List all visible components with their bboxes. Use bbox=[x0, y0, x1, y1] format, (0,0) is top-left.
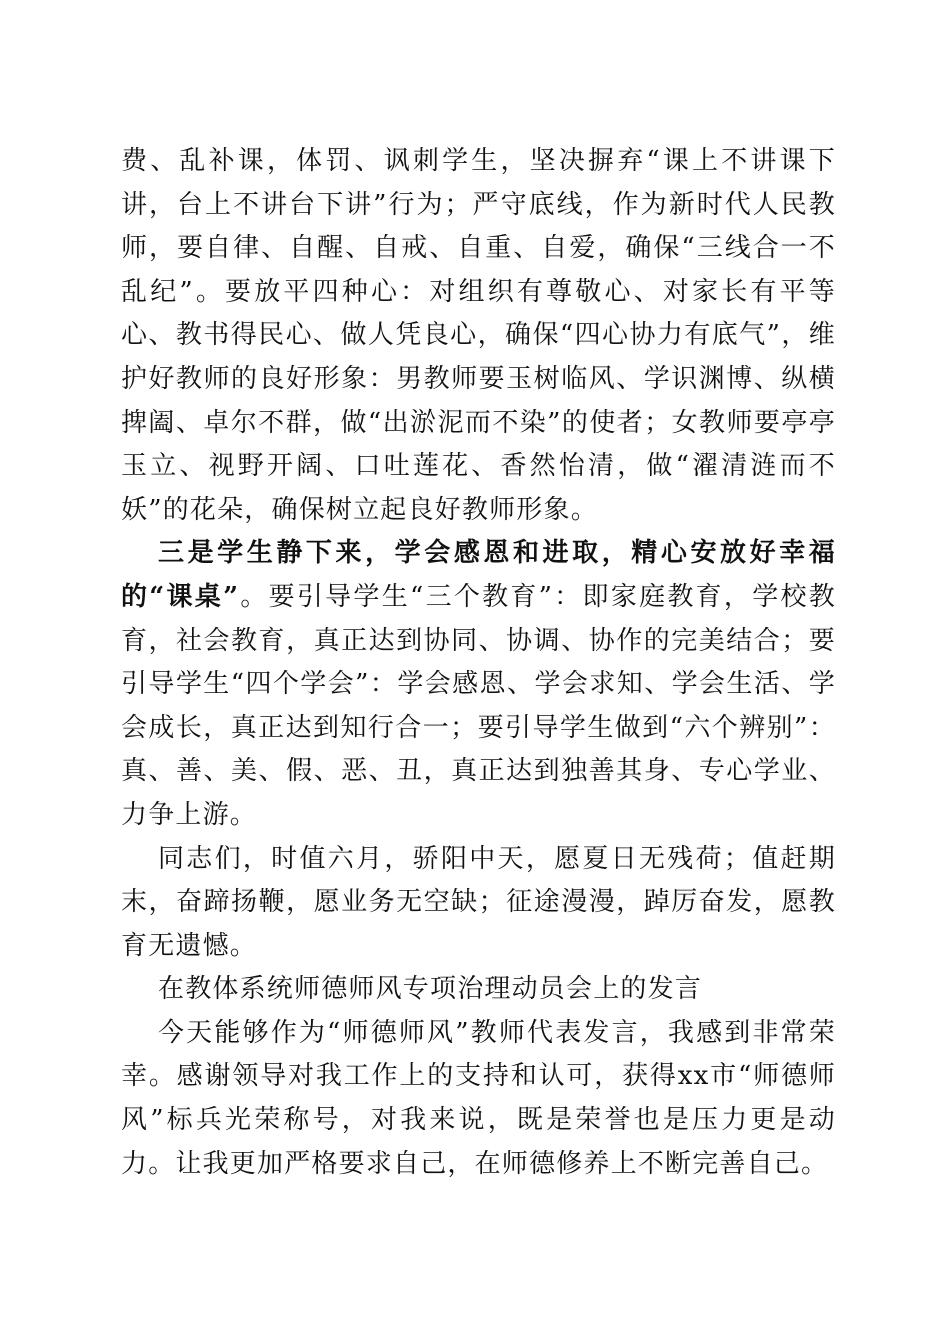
paragraph-teacher-conduct: 费、乱补课，体罚、讽刺学生，坚决摒弃“课上不讲课下讲，台上不讲台下讲”行为；严守底线，作为新时代人民教师，要自律、自醒、自戒、自重、自爱，确保“三线合一不乱纪”。要放平四种心：对组织有尊敬心、对家长有平等心、教书得民心、做人凭良心，确保“四心协力有底气”，维护好教师的良好形象：男教师要玉树临风、学识渊博、纵横捭阖、卓尔不群，做“出淤泥而不染”的使者；女教师要亭亭玉立、视野开阔、口吐莲花、香然怡清，做“濯清涟而不妖”的花朵，确保树立起良好教师形象。 bbox=[121, 146, 836, 525]
paragraph-body: 。要引导学生“三个教育”：即家庭教育，学校教育，社会教育，真正达到协同、协调、协作的完美结合；要引导学生“四个学会”：学会感恩、学会求知、学会生活、学会成长，真正达到知行合一；要引导学生做到“六个辨别”：真、善、美、假、恶、丑，真正达到独善其身、专心学业、力争上游。 bbox=[121, 581, 836, 830]
speech-title: 在教体系统师德师风专项治理动员会上的发言 bbox=[158, 974, 703, 1005]
paragraph-heading: 三是学生静下来，学会感恩和进取，精心安放好幸福的“课桌” bbox=[121, 538, 836, 612]
paragraph-speech-opening: 今天能够作为“师德师风”教师代表发言，我感到非常荣幸。感谢领导对我工作上的支持和认可，获得xx市“师德师风”标兵光荣称号，对我来说，既是荣誉也是压力更是动力。让我更加严格要求自己，在师德修养上不断完善自己。 bbox=[121, 1017, 836, 1179]
paragraph-closing: 同志们，时值六月，骄阳中天，愿夏日无残荷；值赶期末，奋蹄扬鞭，愿业务无空缺；征途漫漫，踔厉奋发，愿教育无遗憾。 bbox=[121, 843, 836, 961]
document-body bbox=[121, 140, 836, 1186]
paragraph-student-education bbox=[121, 532, 836, 837]
